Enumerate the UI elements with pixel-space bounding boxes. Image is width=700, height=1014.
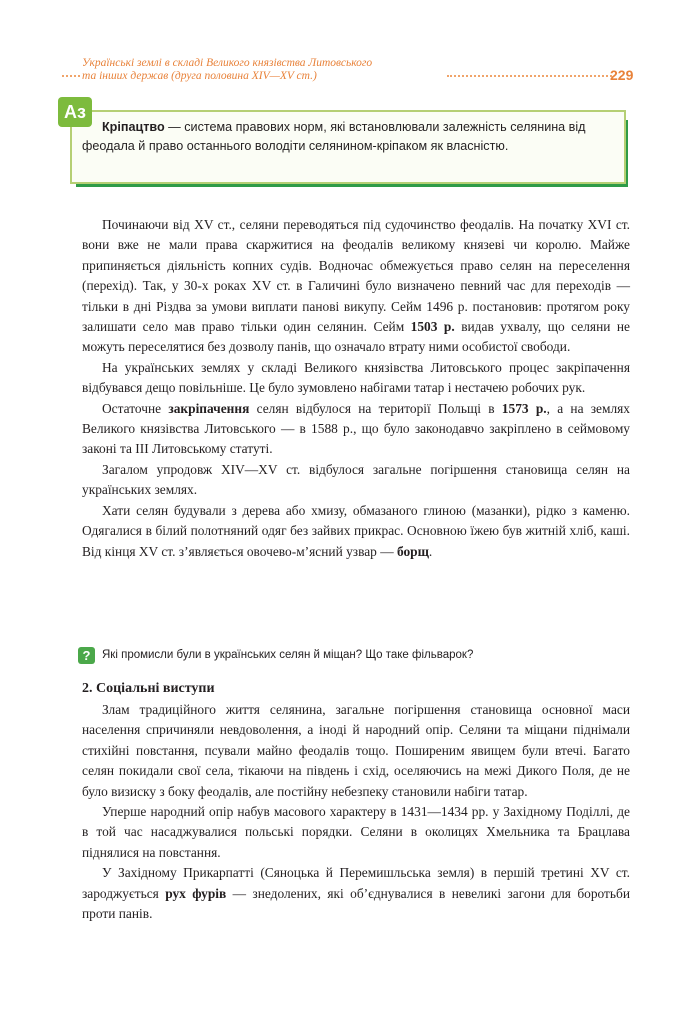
page-header <box>82 57 642 87</box>
definition-body: — система правових норм, які встановлювали залежність селянина від феодала й право останнього володіти селянином-кріпаком як власністю. <box>82 120 586 153</box>
question-text: Які промисли були в українських селян й міщан? Що таке фільварок? <box>102 649 474 661</box>
running-title-line-2: та інших держав (друга половина XIV—XV ст.) <box>82 70 317 82</box>
paragraph: Загалом упродовж XIV—XV ст. відбулося загальне погіршення становища селян на українських землях. <box>82 461 630 498</box>
paragraph: Злам традиційного життя селянина, загальне погіршення становища основної маси населення спричиняли невдоволення, а іноді й народний опір. Селяни та міщани піднімали стихійні повстання, псували майно феодалів тощо. Поширеним явищем були втечі. Багато селян покидали свої села, тікаючи на південь і схід, оселяючись на межі Дикого Поля, де не було визиску з боку феодалів, але постійну небезпеку становили набіги татар. <box>82 702 630 799</box>
paragraph: Остаточне закріпачення селян відбулося на території Польщі в 1573 р., а на землях Великого князівства Литовського — в 1588 р., що було законодавчо закріплено в сеймовому законі та III Литовському статуті. <box>82 400 630 457</box>
bold-term: закріпачення <box>168 400 250 416</box>
paragraph: Хати селян будували з дерева або хмизу, обмазаного глиною (мазанки), рідко з каменю. Одягалися в білий полотняний одяг без зайвих прикрас. Основною їжею був житній хліб, каші. Від кінця XV ст. з’являється овочево-м’ясний узвар — борщ. <box>82 502 630 559</box>
paragraph: Уперше народний опір набув масового характеру в 1431—1434 рр. у Західному Поділлі, де в той час насаджувалися польські порядки. Селяни в околицях Хмельника та Брацлава піднялися на повстання. <box>82 804 630 860</box>
paragraph: Починаючи від XV ст., селяни переводяться під судочинство феодалів. На початку XVI ст. вони вже не мали права скаржитися на феодалів великому князеві чи королю. Майже припиняється діяльність копних судів. Водночас обмежується право селян на переселення (перехід). Так, у 30-х роках XV ст. в Галичині було визначено певний час для переходів — тільки в дні Різдва за умови виплати панові викупу. Сейм 1496 р. постановив: протягом року залишати село мав право тільки один селянин. Сейм 1503 р. видав ухвалу, що селяни не можуть переселятися без дозволу панів, що означало втрату ними особистої свободи. <box>82 217 630 355</box>
header-divider-left <box>62 75 80 77</box>
main-text-bottom <box>82 700 630 924</box>
running-title-line-1: Українські землі в складі Великого князівства Литовського <box>82 57 373 69</box>
bold-term: 1573 р. <box>501 400 547 416</box>
question-icon: ? <box>78 647 95 664</box>
main-text-top <box>82 215 630 562</box>
header-divider <box>447 75 612 77</box>
question-block <box>78 647 638 667</box>
section-heading: 2. Соціальні виступи <box>82 681 215 696</box>
definition-az-icon: Аз <box>58 97 92 127</box>
bold-term: 1503 р. <box>410 319 455 335</box>
paragraph: У Західному Прикарпатті (Сяноцька й Перемишльська земля) в першій третині XV ст. зароджується рух фурів — знедолених, які об’єднувалися в невеликі загони для боротьби проти панів. <box>82 865 630 922</box>
page-number: 229 <box>610 67 634 83</box>
running-title <box>82 57 442 83</box>
bold-term: рух фурів <box>165 885 227 901</box>
definition-term: Кріпацтво <box>102 120 165 134</box>
paragraph: На українських землях у складі Великого князівства Литовського процес закріпачення відбувався дещо повільніше. Це було зумовлено набігами татар і нестачею робочих рук. <box>82 359 630 396</box>
bold-term: борщ <box>396 543 429 559</box>
definition-text <box>82 118 614 156</box>
